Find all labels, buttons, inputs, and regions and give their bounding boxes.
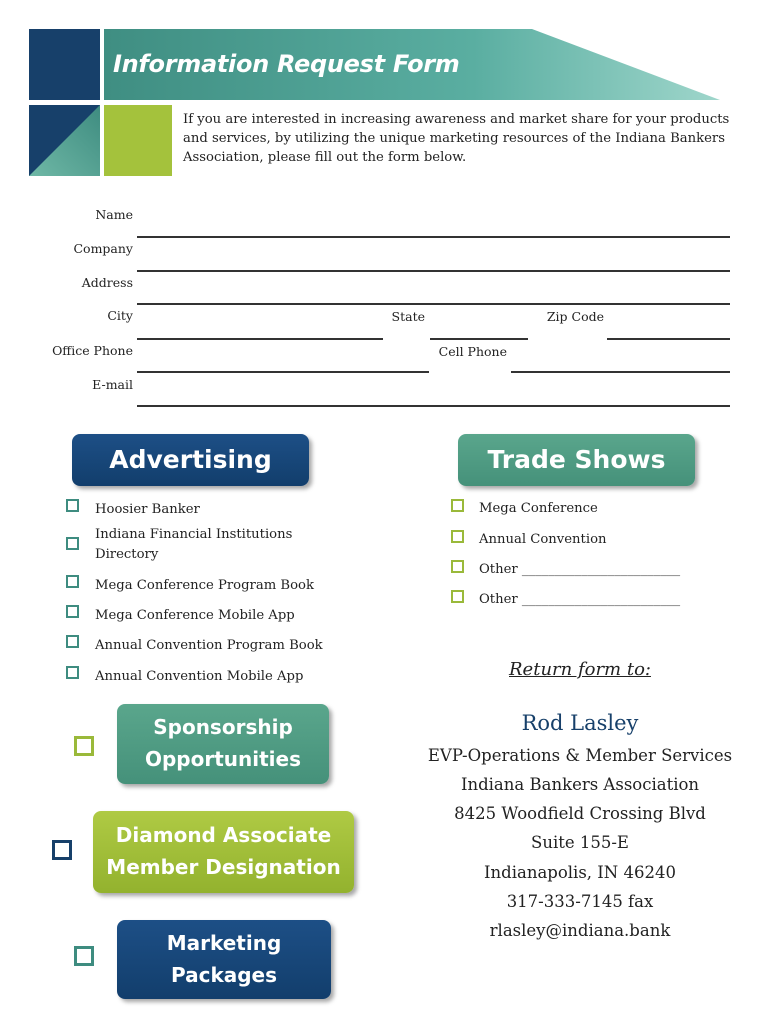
marketing-line-2: Packages [170, 963, 278, 987]
city-label: City [107, 308, 133, 323]
checkbox-diamond-associate[interactable] [52, 840, 72, 860]
checkbox-convention-program-book[interactable] [66, 635, 79, 648]
trade-show-item: Mega Conference [479, 501, 598, 516]
checkbox-marketing-packages[interactable] [74, 946, 94, 966]
company-label: Company [73, 241, 133, 256]
office-phone-field[interactable] [137, 371, 429, 373]
header-square-green [104, 105, 172, 176]
zip-label: Zip Code [546, 309, 604, 324]
contact-city: Indianapolis, IN 46240 [484, 863, 676, 882]
sponsorship-header [117, 704, 329, 784]
advertising-item: Indiana Financial Institutions Directory [95, 527, 293, 562]
checkbox-sponsorship[interactable] [74, 736, 94, 756]
trade-show-item: Other ________________________ [479, 562, 681, 577]
intro-text: If you are interested in increasing awareness and market share for your products and services, by utilizing the unique marketing resources of the Indiana Bankers Association, please fill out the form below. [183, 112, 730, 165]
advertising-header: Advertising [72, 434, 309, 486]
cell-phone-field[interactable] [511, 371, 730, 373]
contact-title: EVP-Operations & Member Services [427, 746, 733, 765]
page-title: Information Request Form [113, 50, 460, 78]
checkbox-mega-conference[interactable] [451, 499, 464, 512]
checkbox-mega-mobile-app[interactable] [66, 605, 79, 618]
checkbox-hoosier-banker[interactable] [66, 499, 79, 512]
trade-shows-header: Trade Shows [458, 434, 695, 486]
checkbox-mega-program-book[interactable] [66, 575, 79, 588]
advertising-item: Mega Conference Program Book [95, 578, 314, 593]
advertising-item: Annual Convention Program Book [95, 638, 323, 653]
cell-phone-label: Cell Phone [438, 344, 507, 359]
checkbox-convention-mobile-app[interactable] [66, 666, 79, 679]
contact-org: Indiana Bankers Association [460, 775, 700, 794]
contact-fax: 317-333-7145 fax [506, 892, 654, 911]
return-form-label: Return form to: [509, 659, 651, 680]
header-square-diagonal [29, 105, 100, 176]
email-field[interactable] [137, 405, 730, 407]
header-square-navy [29, 29, 100, 100]
sponsorship-line-2: Opportunities [144, 747, 301, 771]
contact-email[interactable]: rlasley@indiana.bank [489, 921, 671, 940]
state-field[interactable] [430, 338, 528, 340]
name-label: Name [95, 207, 133, 222]
diamond-associate-header [93, 811, 354, 893]
diamond-line-1: Diamond Associate [115, 823, 332, 847]
trade-show-item: Other ________________________ [479, 592, 681, 607]
zip-field[interactable] [607, 338, 730, 340]
diamond-line-2: Member Designation [106, 855, 341, 879]
marketing-packages-header [117, 920, 331, 999]
checkbox-annual-convention[interactable] [451, 530, 464, 543]
trade-show-item: Annual Convention [479, 532, 607, 547]
checkbox-ifi-directory[interactable] [66, 537, 79, 550]
state-label: State [391, 309, 425, 324]
address-label: Address [81, 275, 133, 290]
address-field[interactable] [137, 303, 730, 305]
marketing-line-1: Marketing [166, 931, 282, 955]
contact-street: 8425 Woodfield Crossing Blvd [454, 804, 706, 823]
contact-name: Rod Lasley [521, 711, 639, 735]
checkbox-other-1[interactable] [451, 560, 464, 573]
email-label: E-mail [92, 377, 133, 392]
advertising-item: Hoosier Banker [95, 502, 200, 517]
name-field[interactable] [137, 236, 730, 238]
city-field[interactable] [137, 338, 383, 340]
checkbox-other-2[interactable] [451, 590, 464, 603]
advertising-item: Annual Convention Mobile App [95, 669, 304, 684]
contact-suite: Suite 155-E [531, 833, 629, 852]
office-phone-label: Office Phone [52, 343, 133, 358]
advertising-item: Mega Conference Mobile App [95, 608, 295, 623]
sponsorship-line-1: Sponsorship [153, 715, 293, 739]
company-field[interactable] [137, 270, 730, 272]
